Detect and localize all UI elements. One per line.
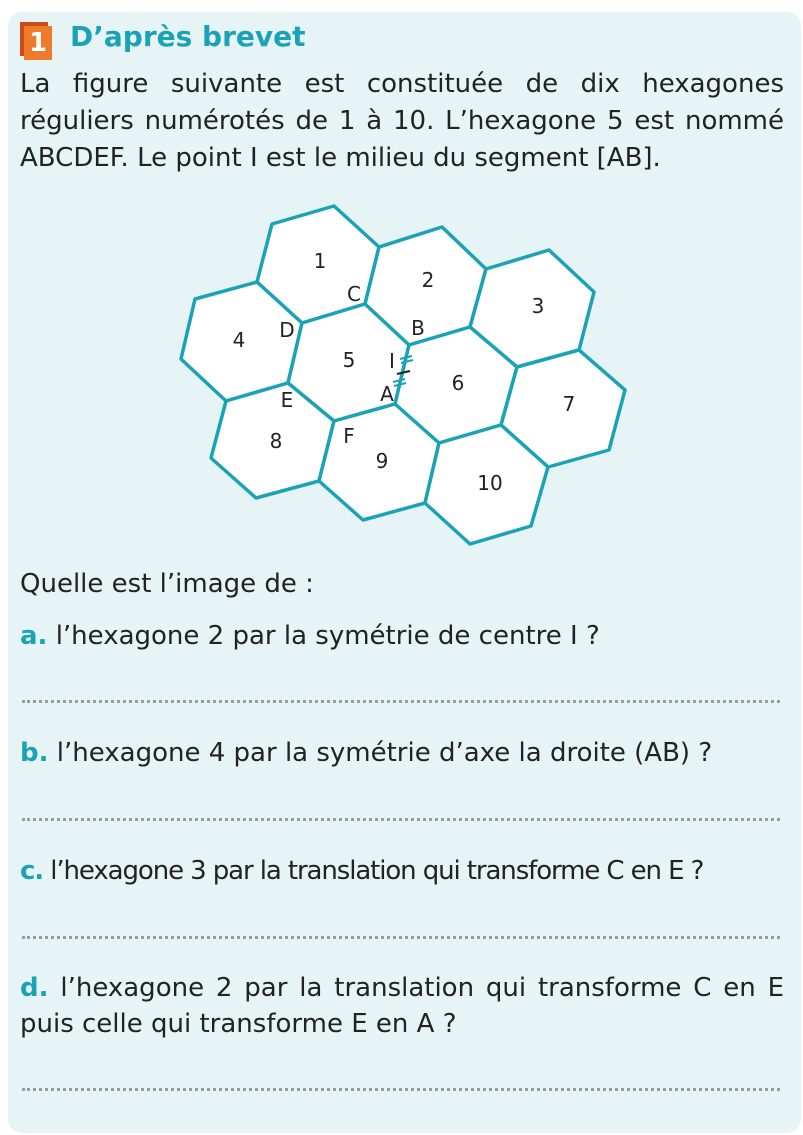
- point-label-C: C: [347, 282, 361, 306]
- point-label-F: F: [343, 424, 355, 448]
- hex-label-2: 2: [421, 268, 435, 292]
- question-a-text: l’hexagone 2 par la symétrie de centre I ?: [55, 621, 600, 651]
- questions-lead: Quelle est l’image de :: [20, 569, 314, 599]
- question-a-letter: a.: [20, 621, 48, 651]
- hex-label-3: 3: [531, 294, 545, 318]
- point-label-B: B: [411, 316, 425, 340]
- hex-label-5: 5: [342, 348, 356, 372]
- question-d: [20, 970, 784, 1042]
- answer-line-b[interactable]: [22, 818, 780, 821]
- exercise-number: 1: [24, 26, 52, 60]
- hex-label-1: 1: [313, 249, 327, 273]
- question-c-letter: c.: [20, 856, 44, 886]
- answer-line-d[interactable]: [22, 1088, 780, 1091]
- exercise-title: D’après brevet: [70, 20, 306, 53]
- question-c: [20, 853, 784, 889]
- hex-label-6: 6: [451, 371, 465, 395]
- question-d-text: l’hexagone 2 par la translation qui transforme C en E puis celle qui transforme E en A ?: [20, 973, 785, 1039]
- point-label-E: E: [280, 388, 294, 412]
- hex-label-7: 7: [562, 392, 576, 416]
- point-label-I: I: [389, 349, 395, 373]
- hex-label-10: 10: [477, 471, 503, 495]
- question-b: [20, 735, 784, 771]
- point-label-A: A: [380, 382, 394, 406]
- hex-label-8: 8: [269, 429, 283, 453]
- exercise-intro: La figure suivante est constituée de dix hexagones réguliers numérotés de 1 à 10. L’hexagone 5 est nommé ABCDEF. Le point I est le milieu du segment [AB].: [20, 69, 784, 173]
- hexagon-outlines: [181, 206, 625, 544]
- hex-label-9: 9: [375, 449, 389, 473]
- hex-label-4: 4: [232, 328, 246, 352]
- question-c-text: l’hexagone 3 par la translation qui transforme C en E ?: [50, 856, 704, 886]
- question-d-letter: d.: [20, 973, 49, 1003]
- question-a: [20, 618, 784, 654]
- question-b-letter: b.: [20, 738, 49, 768]
- question-b-text: l’hexagone 4 par la symétrie d’axe la droite (AB) ?: [56, 738, 713, 768]
- point-label-D: D: [279, 318, 295, 342]
- answer-line-c[interactable]: [22, 936, 780, 939]
- answer-line-a[interactable]: [22, 700, 780, 703]
